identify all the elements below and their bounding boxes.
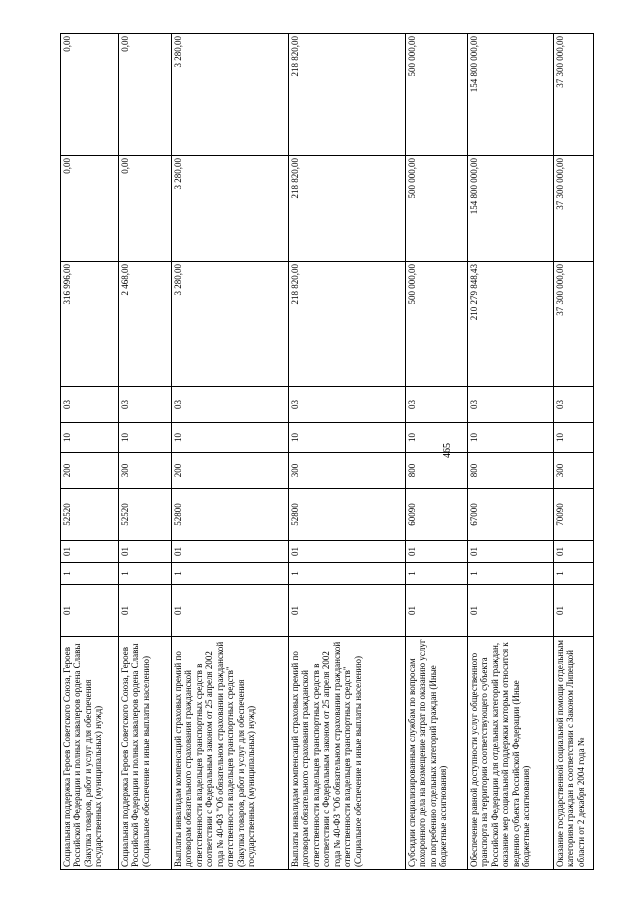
page-number: 465 — [442, 443, 453, 458]
table-row — [61, 34, 119, 870]
cell-c5: 800 — [406, 453, 468, 489]
cell-c4: 52520 — [61, 489, 119, 541]
cell-c1: 01 — [119, 585, 172, 637]
cell-c7: 03 — [468, 387, 554, 423]
cell-c4: 52800 — [172, 489, 289, 541]
cell-c7: 03 — [119, 387, 172, 423]
cell-c5: 800 — [468, 453, 554, 489]
table-row — [119, 34, 172, 870]
cell-c1: 01 — [554, 585, 594, 637]
cell-c1: 01 — [172, 585, 289, 637]
cell-c4: 60090 — [406, 489, 468, 541]
cell-v3: 37 300 000,00 — [554, 34, 594, 156]
cell-c1: 01 — [289, 585, 406, 637]
cell-c2: 1 — [554, 563, 594, 585]
cell-c6: 10 — [119, 423, 172, 453]
cell-c5: 300 — [554, 453, 594, 489]
table-row — [468, 34, 554, 870]
cell-c7: 03 — [554, 387, 594, 423]
cell-v3: 500 000,00 — [406, 34, 468, 156]
cell-v2: 3 280,00 — [172, 156, 289, 262]
cell-c1: 01 — [61, 585, 119, 637]
cell-v2: 0,00 — [61, 156, 119, 262]
table-row — [172, 34, 289, 870]
cell-c4: 52520 — [119, 489, 172, 541]
cell-c2: 1 — [61, 563, 119, 585]
cell-c2: 1 — [406, 563, 468, 585]
cell-c3: 01 — [172, 541, 289, 563]
cell-c6: 10 — [468, 423, 554, 453]
cell-v3: 0,00 — [119, 34, 172, 156]
cell-v1: 2 468,00 — [119, 262, 172, 387]
cell-c3: 01 — [289, 541, 406, 563]
cell-v2: 0,00 — [119, 156, 172, 262]
cell-c4: 67000 — [468, 489, 554, 541]
cell-name: Социальная поддержка Героев Советского Союза, Героев Российской Федерации и полных кавалеров ордена Славы (Социальное обеспечение и иные выплаты населению) — [119, 637, 172, 870]
cell-c4: 52800 — [289, 489, 406, 541]
cell-v3: 3 280,00 — [172, 34, 289, 156]
cell-c6: 10 — [61, 423, 119, 453]
cell-c6: 10 — [289, 423, 406, 453]
cell-c3: 01 — [468, 541, 554, 563]
cell-c1: 01 — [406, 585, 468, 637]
cell-v2: 500 000,00 — [406, 156, 468, 262]
cell-v3: 154 800 000,00 — [468, 34, 554, 156]
cell-c2: 1 — [289, 563, 406, 585]
cell-c5: 300 — [289, 453, 406, 489]
cell-c5: 200 — [61, 453, 119, 489]
cell-c3: 01 — [119, 541, 172, 563]
cell-v1: 210 279 848,43 — [468, 262, 554, 387]
cell-c5: 300 — [119, 453, 172, 489]
table-row — [289, 34, 406, 870]
table-row — [554, 34, 594, 870]
cell-name: Обеспечение равной доступности услуг общественного транспорта на территории соответствующего субъекта Российской Федерации для отдельных категорий граждан, оказание мер социальной поддержки которым относится к ведению субъекта Российской Федерации (Иные бюджетные ассигнования) — [468, 637, 554, 870]
cell-c1: 01 — [468, 585, 554, 637]
cell-v2: 154 800 000,00 — [468, 156, 554, 262]
cell-c7: 03 — [406, 387, 468, 423]
cell-c7: 03 — [61, 387, 119, 423]
cell-v1: 316 996,00 — [61, 262, 119, 387]
cell-v1: 37 300 000,00 — [554, 262, 594, 387]
cell-v3: 0,00 — [61, 34, 119, 156]
cell-name: Социальная поддержка Героев Советского Союза, Героев Российской Федерации и полных кавалеров ордена Славы (Закупка товаров, работ и услуг для обеспечения государственных (муниципальных) нужд) — [61, 637, 119, 870]
cell-c2: 1 — [468, 563, 554, 585]
cell-c7: 03 — [172, 387, 289, 423]
cell-v1: 218 820,00 — [289, 262, 406, 387]
cell-name: Оказание государственной социальной помощи отдельным категориям граждан в соответствии с Законом Липецкой области от 2 декабря 2004 года № — [554, 637, 594, 870]
cell-v1: 3 280,00 — [172, 262, 289, 387]
cell-name: Субсидии специализированным службам по вопросам похоронного дела на возмещение затрат по оказанию услуг по погребению отдельных категорий граждан (Иные бюджетные ассигнования) — [406, 637, 468, 870]
cell-name: Выплаты инвалидам компенсаций страховых премий по договорам обязательного страхования гражданской ответственности владельцев транспортных средств в соответствии с Федеральным законом от 25 апреля 2002 года № 40-ФЗ "Об обязательном страховании гражданской ответственности владельцев транспортных средств" (Социальное обеспечение и иные выплаты населению) — [289, 637, 406, 870]
cell-c6: 10 — [554, 423, 594, 453]
cell-c5: 200 — [172, 453, 289, 489]
budget-table — [60, 33, 594, 870]
cell-c4: 70090 — [554, 489, 594, 541]
cell-c6: 10 — [172, 423, 289, 453]
table-row — [406, 34, 468, 870]
cell-c2: 1 — [119, 563, 172, 585]
cell-c6: 10 — [406, 423, 468, 453]
cell-c3: 01 — [554, 541, 594, 563]
cell-c3: 01 — [406, 541, 468, 563]
cell-v1: 500 000,00 — [406, 262, 468, 387]
cell-v2: 37 300 000,00 — [554, 156, 594, 262]
rotated-table-wrapper — [60, 34, 594, 870]
cell-c2: 1 — [172, 563, 289, 585]
cell-name: Выплаты инвалидам компенсаций страховых премий по договорам обязательного страхования гражданской ответственности владельцев транспортных средств в соответствии с Федеральным законом от 25 апреля 2002 года № 40-ФЗ "Об обязательном страховании гражданской ответственности владельцев транспортных средств" (Закупка товаров, работ и услуг для обеспечения государственных (муниципальных) нужд) — [172, 637, 289, 870]
cell-v2: 218 820,00 — [289, 156, 406, 262]
cell-v3: 218 820,00 — [289, 34, 406, 156]
cell-c7: 03 — [289, 387, 406, 423]
cell-c3: 01 — [61, 541, 119, 563]
